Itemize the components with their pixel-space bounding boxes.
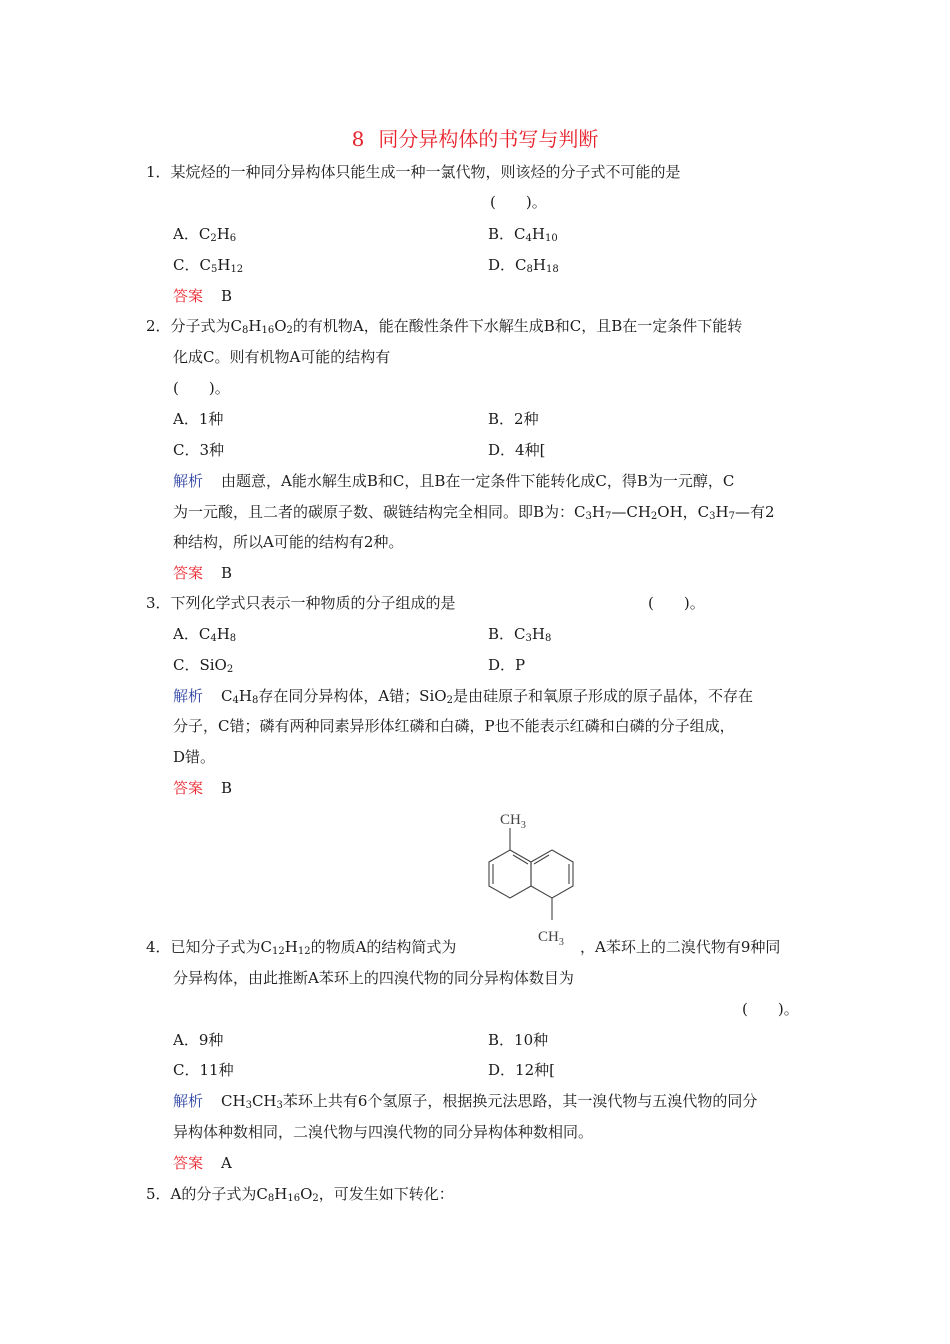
q3-answer [173, 778, 232, 798]
q4-stem-line1b: ，A苯环上的二溴代物有9种同 [580, 938, 781, 956]
q3-analysis-line2: 分子，C错；磷有两种同素异形体红磷和白磷，P也不能表示红磷和白磷的分子组成， [173, 717, 735, 735]
q2-analysis-line1 [173, 471, 734, 491]
answer-label: 答案 [173, 564, 204, 582]
q4-analysis-line2: 异构体种数相同，二溴代物与四溴代物的同分异构体种数相同。 [173, 1123, 594, 1141]
q2-stem-line2: 化成C。则有机物A可能的结构有 [173, 348, 391, 366]
q3-option-a: A．$C_4H_8$ [173, 625, 237, 644]
q4-paren: ( )。 [742, 1000, 799, 1018]
q4-answer [173, 1153, 232, 1173]
section-number: 8 [351, 127, 365, 151]
q4-stem-line2: 分异构体，由此推断A苯环上的四溴代物的同分异构体数目为 [173, 969, 574, 987]
q4-option-b: B．10种 [488, 1031, 549, 1049]
q2-option-b: B．2种 [488, 410, 539, 428]
methyl-bottom-label: $CH_3$ [538, 929, 564, 948]
q2-option-c: C．3种 [173, 441, 225, 459]
q4-analysis-line1 [173, 1091, 757, 1111]
q3-option-b: B．$C_3H_8$ [488, 625, 552, 644]
methyl-top-label: $CH_3$ [500, 812, 526, 831]
q1-paren: ( )。 [490, 193, 547, 211]
naphthalene-rings [489, 828, 573, 920]
q5-stem: 5．A的分子式为$C_8H_{16}O_2$，可发生如下转化： [146, 1185, 454, 1204]
analysis-label: 解析 [173, 1092, 204, 1110]
q3-stem: 3．下列化学式只表示一种物质的分子组成的是 [146, 594, 456, 612]
q2-analysis-line3: 种结构，所以A可能的结构有2种。 [173, 533, 404, 551]
q1-option-c: C．$C_5H_{12}$ [173, 256, 244, 275]
q2-stem-line1: 2．分子式为$C_8H_{16}O_2$的有机物A，能在酸性条件下水解生成B和C，且B在一定条件下能转 [146, 317, 743, 336]
answer-label: 答案 [173, 287, 204, 305]
q2-analysis-line2: 为一元酸，且二者的碳原子数、碳链结构完全相同。即B为：$C_3H_7—CH_2OH$，$C_3H_7—$有2 [173, 503, 775, 522]
page-title [0, 126, 950, 152]
q1-option-b: B．$C_4H_{10}$ [488, 225, 558, 244]
analysis-text: $C_4H_8$存在同分异构体，A错；SiO$_2$是由硅原子和氧原子形成的原子晶体，不存在 [221, 687, 753, 706]
q1-stem: 1．某烷烃的一种同分异构体只能生成一种一氯代物，则该烃的分子式不可能的是 [146, 163, 681, 181]
q2-option-d: D．4种[ [488, 441, 546, 459]
answer-value: A [221, 1154, 232, 1172]
q1-option-d: D．$C_8H_{18}$ [488, 256, 559, 275]
q4-option-d: D．12种[ [488, 1061, 555, 1079]
answer-value: B [221, 287, 233, 305]
q2-option-a: A．1种 [173, 410, 224, 428]
q4-stem-line1a: 4．已知分子式为$C_{12}H_{12}$的物质A的结构简式为 [146, 938, 457, 957]
analysis-label: 解析 [173, 687, 204, 705]
q3-analysis-line1 [173, 686, 753, 706]
q1-answer [173, 286, 232, 306]
answer-value: B [221, 564, 233, 582]
q4-option-c: C．11种 [173, 1061, 234, 1079]
section-title: 同分异构体的书写与判断 [378, 127, 599, 151]
q3-analysis-line3: D错。 [173, 748, 216, 766]
q3-option-d: D．P [488, 656, 526, 674]
analysis-text: 由题意，A能水解生成B和C，且B在一定条件下能转化成C，得B为一元醇，C [221, 472, 735, 490]
answer-label: 答案 [173, 779, 204, 797]
q4-option-a: A．9种 [173, 1031, 224, 1049]
analysis-text: $CH_3CH_3$苯环上共有6个氢原子，根据换元法思路，其一溴代物与五溴代物的同分 [221, 1092, 758, 1111]
q1-option-a: A．$C_2H_6$ [173, 225, 237, 244]
q2-answer [173, 563, 232, 583]
analysis-label: 解析 [173, 472, 204, 490]
q3-paren: ( )。 [648, 594, 705, 612]
answer-label: 答案 [173, 1154, 204, 1172]
q2-paren: ( )。 [173, 379, 230, 397]
q3-option-c: C．SiO$_2$ [173, 656, 234, 675]
answer-value: B [221, 779, 233, 797]
dimethylnaphthalene-structure [480, 808, 580, 958]
